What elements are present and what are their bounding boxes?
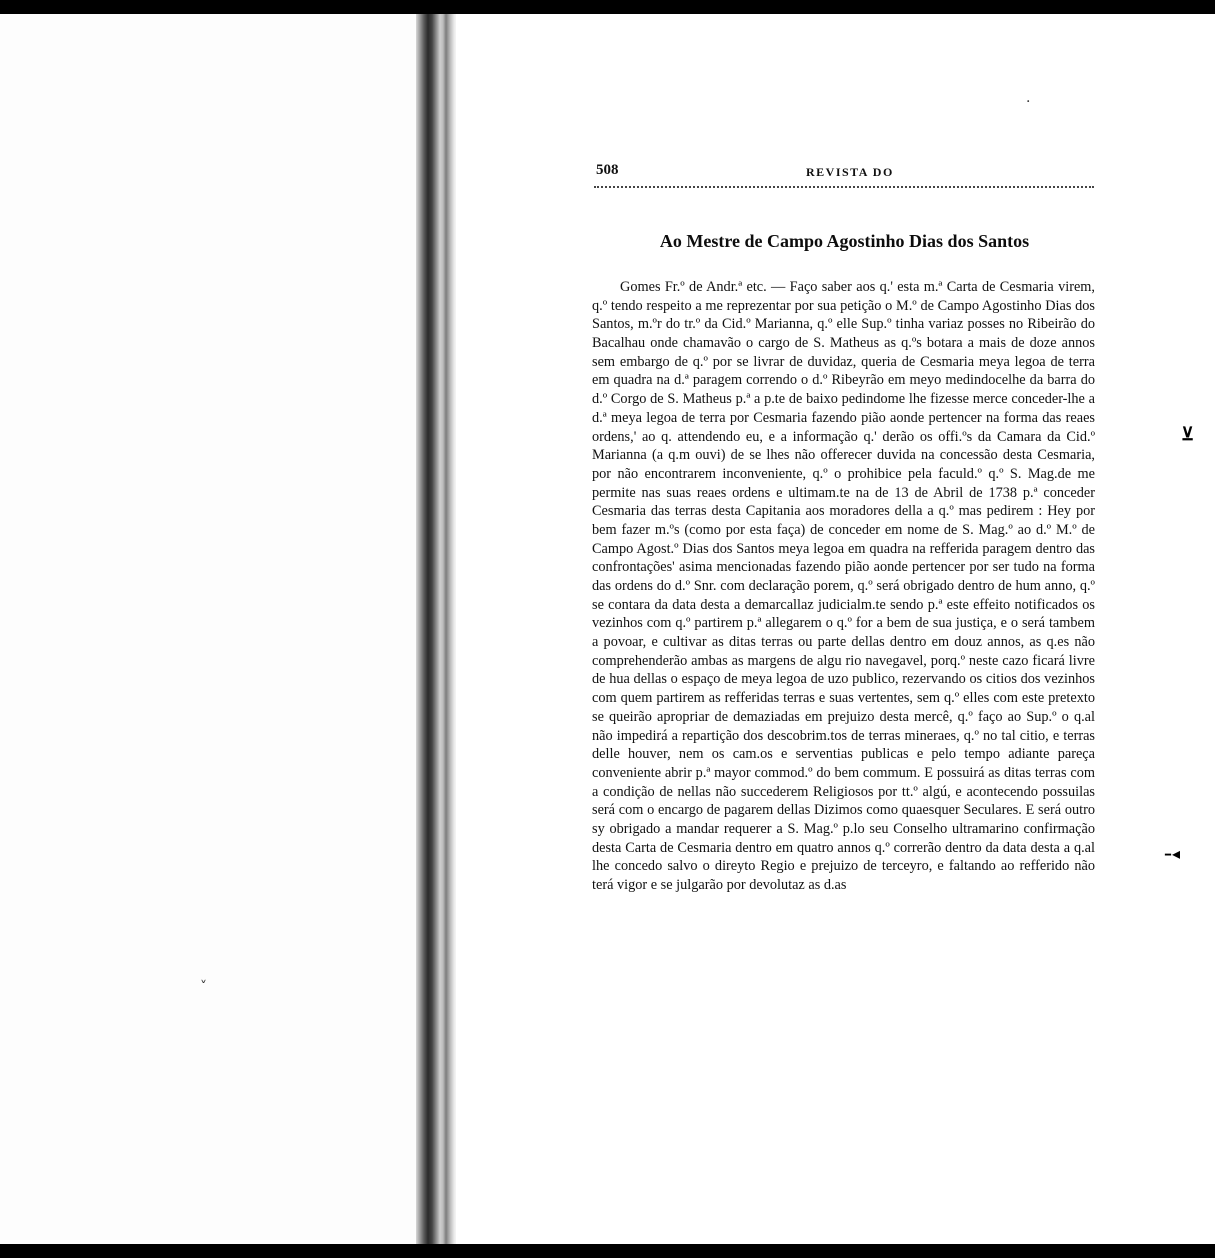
book-gutter	[416, 14, 456, 1244]
running-head: REVISTA DO	[806, 165, 894, 179]
left-page	[0, 14, 416, 1244]
document-body: Gomes Fr.º de Andr.ª etc. — Faço saber aos q.' esta m.ª Carta de Cesmaria virem, q.º tendo respeito a me reprezentar por sua petição o M.º de Campo Agostinho Dias dos Santos, m.ºr do tr.º da Cid.º Marianna, q.º elle Sup.º tinha variaz posses no Ribeirão do Bacalhau onde chamavão o cargo de S. Matheus as q.ºs botara a mais de doze annos sem embargo de q.º por se livrar de duvidaz, queria de Cesmaria meya legoa de terra em quadra na d.ª paragem correndo o d.º Ribeyrão em meyo medindocelhe da barra do d.º Corgo de S. Matheus p.ª a p.te de baixo pedindome lhe fizesse merce conceder-lhe a d.ª meya legoa de terra por Cesmaria fazendo pião aonde pertencer na forma das reaes ordens,' ao q. attendendo eu, e a informação q.' derão os offi.ºs da Camara da Cid.º Marianna (a q.m ouvi) de se lhes não offerecer duvida na concessão desta Cesmaria, por não encontrarem inconveniente, q.º o prohibice pela faculd.º q.º S. Mag.de me permite nas suas reaes ordens e ultimam.te na de 13 de Abril de 1738 p.ª conceder Cesmaria das terras desta Capitania aos moradores della a q.º mas pedirem : Hey por bem fazer m.ºs (como por esta faça) de conceder em nome de S. Mag.º ao d.º M.º de Campo Agost.º Dias dos Santos meya legoa em quadra na refferida paragem dentro das confrontações' asima mencionadas fazendo pião aonde pertencer por ser tudo na forma das ordens do d.º Snr. com declaração porem, q.º será obrigado dentro de hum anno, q.º se contara da data desta a demarcallaz judicialm.te sendo p.ª este effeito notificados os vezinhos com q.º partirem p.ª allegarem o q.º for a bem de sua justiça, e o será tambem a povoar, e cultivar as ditas terras ou parte dellas dentro em douz annos, as q.es não comprehenderão ambas as margens de algu rio navegavel, porq.º neste cazo ficará livre de hua dellas o espaço de meya legoa de uzo publico, rezervando os citios dos vezinhos com quem partirem as refferidas terras e suas vertentes, sem q.º elles com este pretexto se queirão apropriar de demaziadas em prejuizo desta mercê, q.º faço ao Sup.º o q.al não impedirá a repartição dos descobrim.tos de terras mineraes, q.º no tal citio, e terras delle houver, nem os cam.os e serventias publicas e pelo tempo adiante pareça conveniente abrir p.ª mayor commod.º do bem commum. E possuirá as ditas terras com a condição de nellas não succederem Religiosos por tt.º algú, e acontecendo possuilas será com o encargo de pagarem dellas Dizimos como quaesquer Seculares. E será outro sy obrigado a mandar requerer a S. Mag.º p.lo seu Conselho ultramarino confirmação desta Carta de Cesmaria dentro em quatro annos q.º correrão dentro da data desta a q.al lhe concedo salvo o direyto Regio e prejuizo de terceyro, e faltando ao refferido não terá vigor e se julgarão por devolutaz as d.as	[592, 279, 1095, 893]
margin-mark: ⊻	[1181, 424, 1195, 445]
right-page	[456, 14, 1215, 1244]
page-number: 508	[596, 162, 619, 178]
margin-mark: –◂	[1164, 844, 1181, 863]
header-rule	[594, 186, 1094, 188]
ink-speck: ·	[1026, 94, 1031, 110]
page-header	[596, 162, 1093, 186]
book-spread	[0, 14, 1215, 1244]
ink-speck: ˅	[200, 979, 207, 995]
document-title: Ao Mestre de Campo Agostinho Dias dos Santos	[659, 231, 1030, 251]
